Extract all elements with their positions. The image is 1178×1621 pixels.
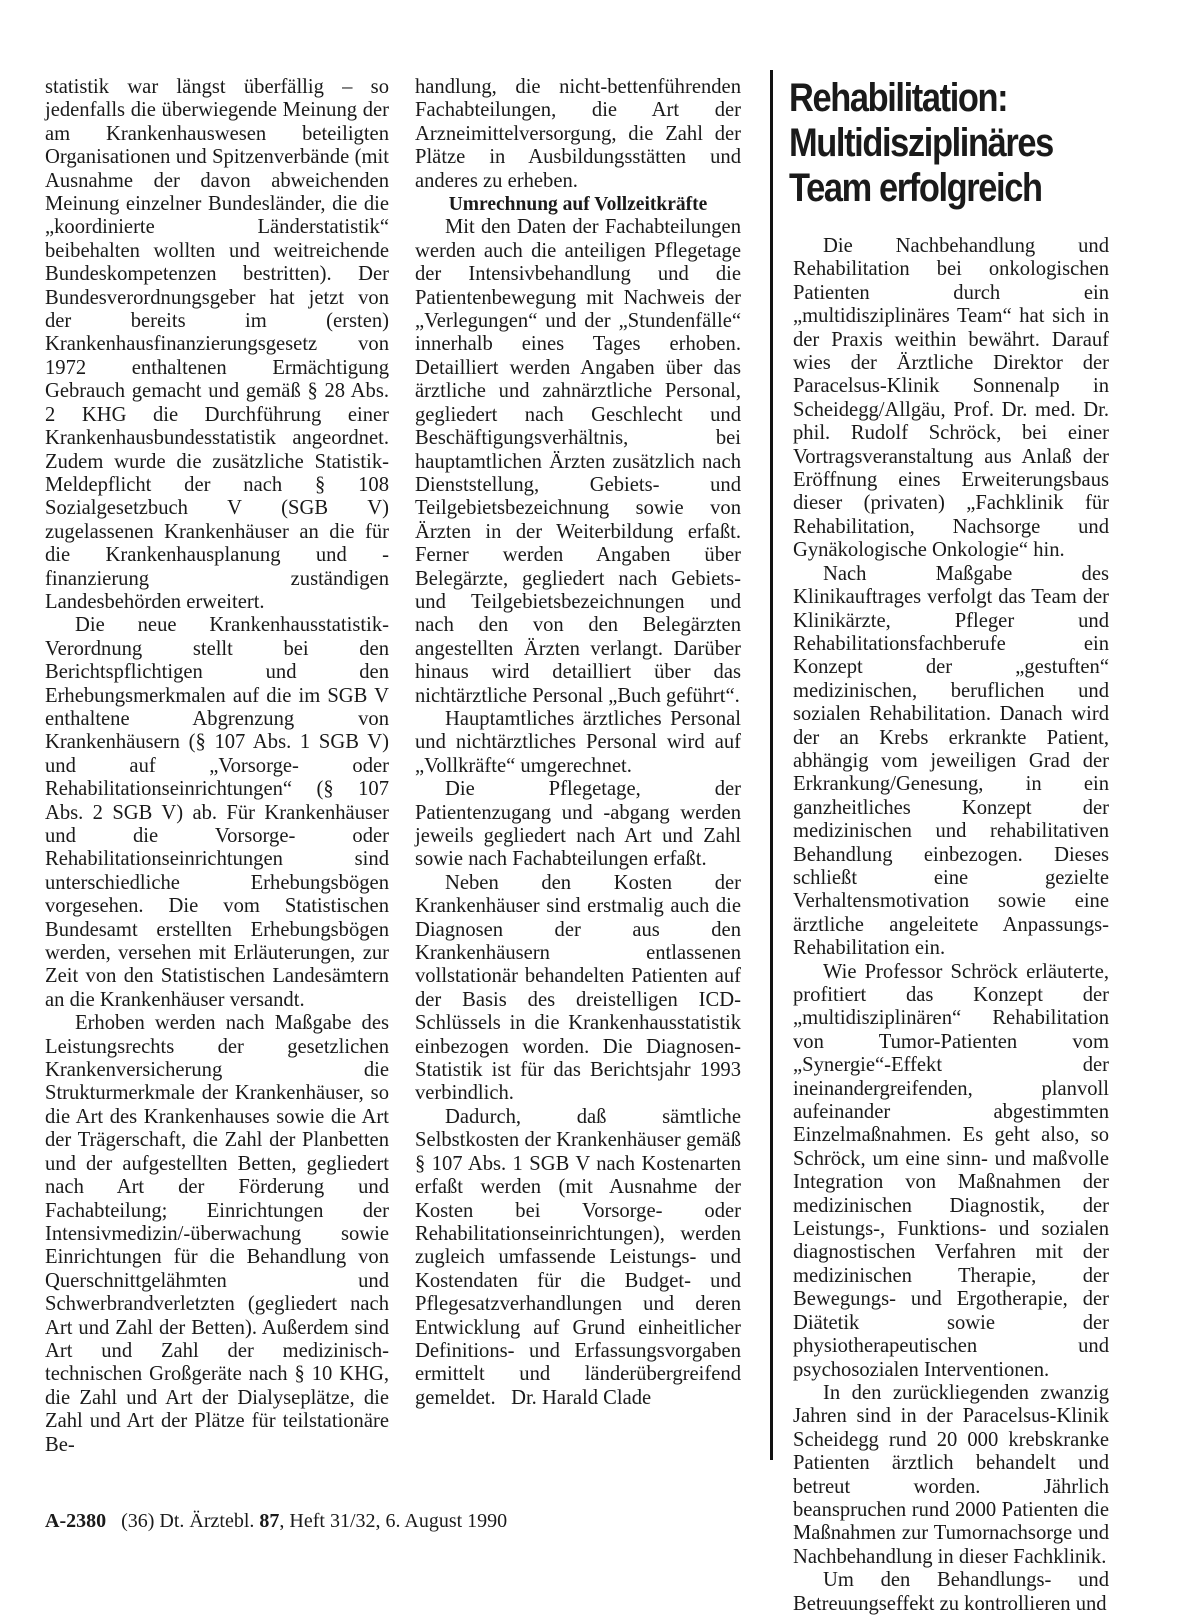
paragraph <box>415 1106 741 1410</box>
paragraph: Die neue Krankenhausstatistik-Verordnung stellt bei den Berichtspflichtigen und den Erhebungsmerkmalen auf die im SGB V enthaltene Abgrenzung von Krankenhäusern (§ 107 Abs. 1 SGB V) und auf „Vorsorge- oder Rehabilitationseinrichtungen“ (§ 107 Abs. 2 SGB V) ab. Für Krankenhäuser und die Vorsorge- oder Rehabilitationseinrichtungen sind unterschiedliche Erhebungsbögen vorgesehen. Die vom Statistischen Bundesamt erstellten Erhebungsbögen werden, versehen mit Erläuterungen, zur Zeit von den Statistischen Landesämtern an die Krankenhäuser versandt. <box>45 614 389 1011</box>
issue-details: , Heft 31/32, 6. August 1990 <box>279 1510 508 1532</box>
article-column-3 <box>789 76 1109 1616</box>
paragraph: Mit den Daten der Fachabteilungen werden auch die anteiligen Pflegetage der Intensivbehandlung und die Patientenbewegung mit Nachweis der „Verlegungen“ und der „Stundenfälle“ innerhalb eines Tages erhoben. Detailliert werden Angaben über das ärztliche und zahnärztliche Personal, gegliedert nach Geschlecht und Beschäftigungsverhältnis, bei hauptamtlichen Ärzten zusätzlich nach Dienststellung, Gebiets- und Teilgebietsbezeichnung sowie von Ärzten in der Weiterbildung erfaßt. Ferner werden Angaben über Belegärzte, gegliedert nach Gebiets- und Teilgebietsbezeichnungen und nach den von den Belegärzten angestellten Ärzten verlangt. Darüber hinaus wird detailliert über das nichtärztliche Personal „Buch geführt“. <box>415 216 741 707</box>
paragraph: Die Pflegetage, der Patientenzugang und -abgang werden jeweils gegliedert nach Art und Zahl sowie nach Fachabteilungen erfaßt. <box>415 778 741 871</box>
paragraph: Neben den Kosten der Krankenhäuser sind erstmalig auch die Diagnosen der aus den Krankenhäusern entlassenen vollstationär behandelten Patienten auf der Basis des dreistelligen ICD-Schlüssels in die Krankenhausstatistik einbezogen worden. Die Diagnosen-Statistik ist für das Berichtsjahr 1993 verbindlich. <box>415 871 741 1105</box>
paragraph: Hauptamtliches ärztliches Personal und nichtärztliches Personal wird auf „Vollkräfte“ umgerechnet. <box>415 707 741 777</box>
paragraph: In den zurückliegenden zwanzig Jahren sind in der Paracelsus-Klinik Scheidegg rund 20 000 krebskranke Patienten ärztlich behandelt und betreut worden. Jährlich beanspruchen rund 2000 Patienten die Maßnahmen zur Tumornachsorge und Nachbehandlung in dieser Fachklinik. <box>793 1381 1109 1568</box>
article-headline: Rehabilitation: Multidisziplinäres Team erfolgreich <box>789 76 1053 210</box>
paragraph: statistik war längst überfällig – so jedenfalls die überwiegende Meinung der am Krankenhauswesen beteiligten Organisationen und Spitzenverbände (mit Ausnahme der davon abweichenden Meinung einzelner Bundesländer, die die „koordinierte Länderstatistik“ beibehalten wollten und weitreichende Bundeskompetenzen bestritten). Der Bundesverordnungsgeber hat jetzt von der bereits im (ersten) Krankenhausfinanzierungsgesetz von 1972 enthaltenen Ermächtigung Gebrauch gemacht und gemäß § 28 Abs. 2 KHG die Durchführung einer Krankenhausbundesstatistik angeordnet. Zudem wurde die zusätzliche Statistik-Meldepflicht der nach § 108 Sozialgesetzbuch V (SGB V) zugelassenen Krankenhäuser an die für die Krankenhausplanung und -finanzierung zuständigen Landesbehörden erweitert. <box>45 76 389 613</box>
article-column-1 <box>45 76 389 1457</box>
article-column-2 <box>415 76 741 1410</box>
paragraph: handlung, die nicht-bettenführenden Fachabteilungen, die Art der Arzneimittelversorgung, die Zahl der Plätze in Ausbildungsstätten und anderes zu erheben. <box>415 76 741 192</box>
column-rule <box>770 70 773 1460</box>
paragraph-text: Dadurch, daß sämtliche Selbstkosten der Krankenhäuser gemäß § 107 Abs. 1 SGB V nach Kostenarten erfaßt werden (mit Ausnahme der Kosten bei Vorsorge- oder Rehabilitationseinrichtungen), werden zugleich umfassende Leistungs- und Kostendaten für die Budget- und Pflegesatzverhandlungen und deren Entwicklung auf Grund einheitlicher Definitions- und Erfassungsvorgaben ermittelt und länderübergreifend gemeldet. <box>415 1105 741 1409</box>
paragraph: Wie Professor Schröck erläuterte, profitiert das Konzept der „multidisziplinären“ Rehabilitation von Tumor-Patienten vom „Synergie“-Effekt der ineinandergreifenden, planvoll aufeinander abgestimmten Einzelmaßnahmen. Es geht also, so Schröck, um eine sinn- und maßvolle Integration von Maßnahmen der medizinischen Diagnostik, der Leistungs-, Funktions- und sozialen diagnostischen Verfahren mit der medizinischen Therapie, der Bewegungs- und Ergotherapie, der Diätetik sowie der physiotherapeutischen und psychosozialen Interventionen. <box>793 960 1109 1381</box>
author-signature: Dr. Harald Clade <box>511 1386 652 1409</box>
paragraph: Die Nachbehandlung und Rehabilitation bei onkologischen Patienten durch ein „multidisziplinäres Team“ hat sich in der Praxis weithin bewährt. Darauf wies der Ärztliche Direktor der Paracelsus-Klinik Sonnenalp in Scheidegg/Allgäu, Prof. Dr. med. Dr. phil. Rudolf Schröck, bei einer Vortragsveranstaltung aus Anlaß der Eröffnung eines Erweiterungsbaus dieser (privaten) „Fachklinik für Rehabilitation, Nachsorge und Gynäkologische Onkologie“ hin. <box>793 235 1109 562</box>
page-number: A-2380 <box>45 1510 107 1532</box>
volume-number: 87 <box>259 1510 280 1532</box>
paragraph: Um den Behandlungs- und Betreuungseffekt zu kontrollieren und <box>793 1569 1109 1615</box>
paragraph: Nach Maßgabe des Klinikauftrages verfolgt das Team der Klinikärzte, Pfleger und Rehabilitationsfachberufe ein Konzept der „gestuften“ medizinischen, beruflichen und sozialen Rehabilitation. Danach wird der an Krebs erkrankte Patient, abhängig vom jeweiligen Grad der Erkrankung/Genesung, in ein ganzheitliches Konzept der medizinischen und rehabilitativen Behandlung einbezogen. Dieses schließt eine gezielte Verhaltensmotivation sowie eine ärztliche angeleitete Anpassungs-Rehabilitation ein. <box>793 562 1109 960</box>
page-footer <box>45 1509 507 1533</box>
issue-prefix: (36) Dt. Ärztebl. <box>121 1510 255 1532</box>
paragraph: Erhoben werden nach Maßgabe des Leistungsrechts der gesetzlichen Krankenversicherung die Strukturmerkmale der Krankenhäuser, so die Art des Krankenhauses sowie die Art der Trägerschaft, die Zahl der Planbetten und der aufgestellten Betten, gegliedert nach Art der Förderung und Fachabteilung; Einrichtungen der Intensivmedizin/-überwachung sowie Einrichtungen für die Behandlung von Querschnittgelähmten und Schwerbrandverletzten (gegliedert nach Art und Zahl der Betten). Außerdem sind Art und Zahl der medizinisch-technischen Großgeräte nach § 10 KHG, die Zahl und Art der Dialyseplätze, die Zahl und Art der Plätze für teilstationäre Be- <box>45 1012 389 1456</box>
section-subheading: Umrechnung auf Vollzeitkräfte <box>448 194 708 216</box>
